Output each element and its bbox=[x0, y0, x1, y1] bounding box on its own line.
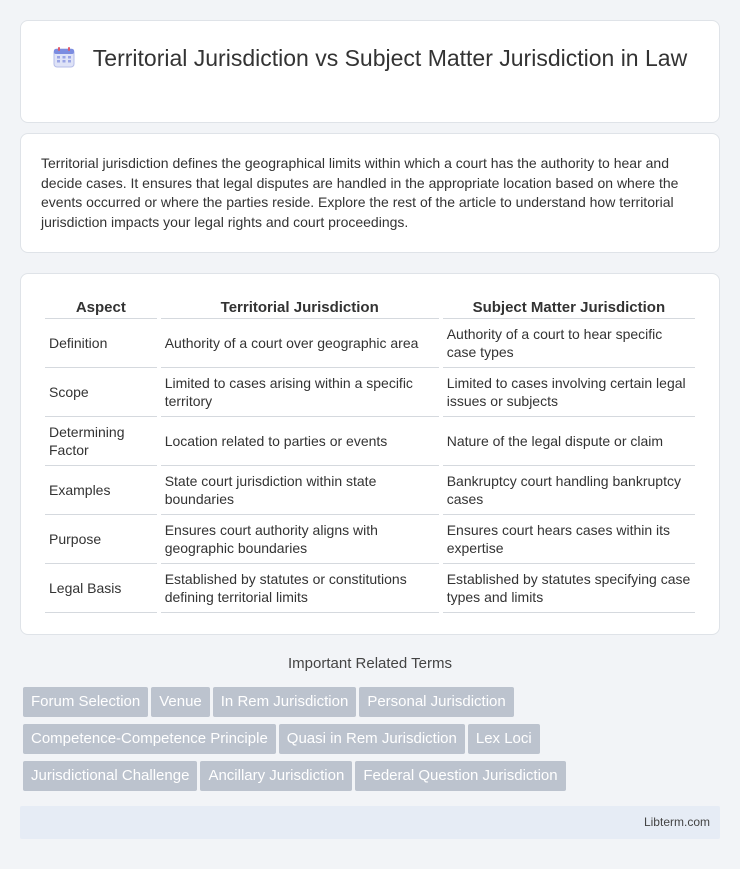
table-header-row bbox=[45, 294, 695, 319]
table-row bbox=[45, 319, 695, 368]
header-subject-matter: Subject Matter Jurisdiction bbox=[443, 294, 695, 319]
related-term-tag[interactable]: In Rem Jurisdiction bbox=[213, 687, 357, 717]
related-terms-title: Important Related Terms bbox=[288, 655, 452, 672]
table-row bbox=[45, 368, 695, 417]
related-term-tag[interactable]: Personal Jurisdiction bbox=[359, 687, 513, 717]
table-row bbox=[45, 466, 695, 515]
cell-territorial: State court jurisdiction within state boundaries bbox=[161, 466, 439, 515]
related-term-tag[interactable]: Lex Loci bbox=[468, 724, 540, 754]
footer-bar bbox=[20, 806, 720, 839]
cell-subject-matter: Ensures court hears cases within its expertise bbox=[443, 515, 695, 564]
comparison-table-card bbox=[20, 273, 720, 635]
calendar-icon bbox=[53, 45, 75, 67]
cell-subject-matter: Authority of a court to hear specific case types bbox=[443, 319, 695, 368]
footer-site-link[interactable]: Libterm.com bbox=[643, 815, 710, 829]
related-term-tag[interactable]: Federal Question Jurisdiction bbox=[355, 761, 565, 791]
cell-territorial: Ensures court authority aligns with geographic boundaries bbox=[161, 515, 439, 564]
related-term-tag[interactable]: Jurisdictional Challenge bbox=[23, 761, 197, 791]
cell-territorial: Location related to parties or events bbox=[161, 417, 439, 466]
table-row bbox=[45, 564, 695, 613]
intro-card bbox=[20, 133, 720, 253]
cell-subject-matter: Bankruptcy court handling bankruptcy cases bbox=[443, 466, 695, 515]
related-term-tag[interactable]: Competence-Competence Principle bbox=[23, 724, 276, 754]
header-aspect: Aspect bbox=[45, 294, 157, 319]
page-title: Territorial Jurisdiction vs Subject Matter Jurisdiction in Law bbox=[92, 45, 688, 71]
header-territorial: Territorial Jurisdiction bbox=[161, 294, 439, 319]
cell-aspect: Examples bbox=[45, 466, 157, 515]
cell-aspect: Determining Factor bbox=[45, 417, 157, 466]
related-term-tag[interactable]: Venue bbox=[151, 687, 210, 717]
related-terms-list bbox=[23, 687, 643, 798]
cell-aspect: Scope bbox=[45, 368, 157, 417]
cell-territorial: Authority of a court over geographic area bbox=[161, 319, 439, 368]
cell-aspect: Definition bbox=[45, 319, 157, 368]
intro-paragraph: Territorial jurisdiction defines the geographical limits within which a court has the authority to hear and decide cases. It ensures that legal disputes are handled in the appropriate location based on where the events occurred or where the parties reside. Explore the rest of the article to understand how territorial jurisdiction impacts your legal rights and court proceedings. bbox=[41, 155, 679, 230]
cell-subject-matter: Nature of the legal dispute or claim bbox=[443, 417, 695, 466]
cell-subject-matter: Established by statutes specifying case types and limits bbox=[443, 564, 695, 613]
related-term-tag[interactable]: Quasi in Rem Jurisdiction bbox=[279, 724, 465, 754]
cell-aspect: Purpose bbox=[45, 515, 157, 564]
cell-territorial: Limited to cases arising within a specific territory bbox=[161, 368, 439, 417]
title-card bbox=[20, 20, 720, 123]
table-row bbox=[45, 515, 695, 564]
table-row bbox=[45, 417, 695, 466]
cell-aspect: Legal Basis bbox=[45, 564, 157, 613]
related-term-tag[interactable]: Forum Selection bbox=[23, 687, 148, 717]
related-term-tag[interactable]: Ancillary Jurisdiction bbox=[200, 761, 352, 791]
cell-subject-matter: Limited to cases involving certain legal issues or subjects bbox=[443, 368, 695, 417]
page-title-row bbox=[51, 43, 689, 73]
comparison-table bbox=[41, 294, 699, 613]
cell-territorial: Established by statutes or constitutions defining territorial limits bbox=[161, 564, 439, 613]
